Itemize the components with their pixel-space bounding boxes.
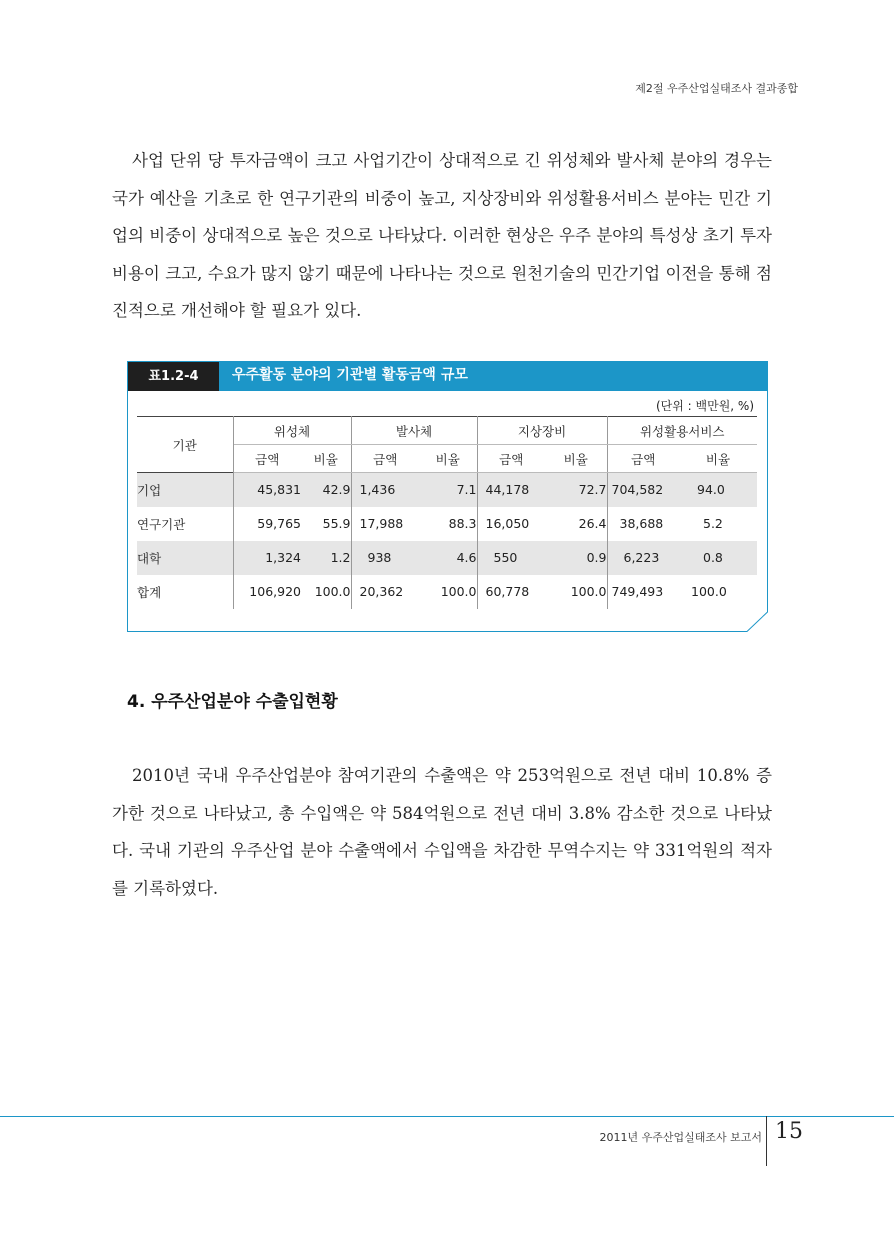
table-cell: 17,988 [359, 516, 404, 531]
table-cell: 38,688 [619, 516, 664, 531]
sub-header: 비율 [679, 445, 757, 473]
table-cell: 106,920 [249, 584, 301, 599]
table-title: 우주활동 분야의 기관별 활동금액 규모 [232, 367, 468, 383]
table-header-bar [128, 362, 767, 391]
table-cell: 0.9 [545, 541, 607, 575]
table-cell: 6,223 [607, 541, 679, 575]
sub-header: 금액 [477, 445, 545, 473]
table-cell: 704,582 [607, 473, 679, 507]
sub-header: 금액 [351, 445, 419, 473]
group-header: 발사체 [351, 417, 477, 445]
table-cell: 16,050 [485, 516, 530, 531]
table-cell: 26.4 [545, 507, 607, 541]
sub-header: 비율 [545, 445, 607, 473]
table-cell: 59,765 [257, 516, 301, 531]
row-header-cell: 기관 [137, 417, 233, 473]
table-cell: 100.0 [419, 575, 477, 609]
sub-header: 금액 [233, 445, 301, 473]
paragraph-text: 2010년 국내 우주산업분야 참여기관의 수출액은 약 253억원으로 전년 대비 10.8% 증가한 것으로 나타났고, 총 수입액은 약 584억원으로 전년 대비 3.8% 감소한 것으로 나타났다. 국내 기관의 우주산업 분야 수출액에서 수입액을 차감한 무역수지는 약 331억원의 적자를 기록하였다. [112, 766, 772, 898]
institution-cell: 연구기관 [137, 507, 233, 541]
table-cell: 550 [477, 541, 545, 575]
sub-header: 금액 [607, 445, 679, 473]
table-header-row-1 [137, 417, 757, 445]
table-cell: 55.9 [301, 507, 351, 541]
sub-header: 비율 [419, 445, 477, 473]
table-cell: 1,324 [233, 541, 301, 575]
activity-table [137, 416, 757, 609]
table-cell: 749,493 [611, 584, 664, 599]
table-cell: 1.2 [301, 541, 351, 575]
table-row [137, 507, 757, 541]
running-head: 제2절 우주산업실태조사 결과종합 [635, 82, 798, 95]
institution-cell: 합계 [137, 575, 233, 609]
group-header: 위성체 [233, 417, 351, 445]
table-cell: 45,831 [233, 473, 301, 507]
table-cell: 7.1 [419, 473, 477, 507]
table-row [137, 473, 757, 507]
footer-divider [766, 1116, 767, 1166]
table-unit: (단위 : 백만원, %) [655, 399, 754, 413]
body-paragraph-2 [112, 757, 772, 907]
table-box [127, 361, 768, 632]
table-cell: 94.0 [679, 473, 757, 507]
table-cell: 42.9 [301, 473, 351, 507]
table-cell: 20,362 [359, 584, 404, 599]
footer-text: 2011년 우주산업실태조사 보고서 [599, 1131, 762, 1144]
table-row [137, 575, 757, 609]
section-title: 4. 우주산업분야 수출입현황 [127, 692, 338, 712]
page-number: 15 [775, 1119, 803, 1144]
sub-header: 비율 [301, 445, 351, 473]
table-cell: 88.3 [419, 507, 477, 541]
table-cell: 4.6 [419, 541, 477, 575]
group-header: 위성활용서비스 [607, 417, 757, 445]
institution-cell: 대학 [137, 541, 233, 575]
table-cell: 0.8 [679, 541, 757, 575]
table-cell: 60,778 [485, 584, 530, 599]
table-cell: 5.2 [703, 516, 723, 531]
table-label: 표1.2-4 [128, 362, 219, 391]
table-cell: 100.0 [691, 584, 727, 599]
table-row [137, 541, 757, 575]
table-cell: 100.0 [545, 575, 607, 609]
paragraph-text: 사업 단위 당 투자금액이 크고 사업기간이 상대적으로 긴 위성체와 발사체 분야의 경우는 국가 예산을 기초로 한 연구기관의 비중이 높고, 지상장비와 위성활용서비스 분야는 민간 기업의 비중이 상대적으로 높은 것으로 나타났다. 이러한 현상은 우주 분야의 특성상 초기 투자비용이 크고, 수요가 많지 않기 때문에 나타나는 것으로 원천기술의 민간기업 이전을 통해 점진적으로 개선해야 할 필요가 있다. [112, 151, 772, 320]
table-cell: 1,436 [351, 473, 419, 507]
table-cell: 72.7 [545, 473, 607, 507]
table-cell: 938 [351, 541, 419, 575]
table-cell: 44,178 [477, 473, 545, 507]
institution-cell: 기업 [137, 473, 233, 507]
footer-rule [0, 1116, 894, 1117]
group-header: 지상장비 [477, 417, 607, 445]
body-paragraph-1 [112, 142, 772, 330]
table-cell: 100.0 [301, 575, 351, 609]
